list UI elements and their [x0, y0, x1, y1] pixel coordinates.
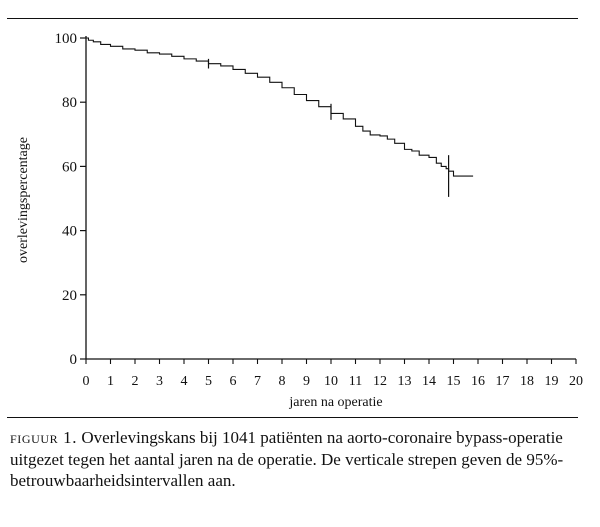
x-tick-label-12: 12: [373, 374, 387, 389]
x-tick-label-16: 16: [471, 374, 485, 389]
x-tick-label-11: 11: [348, 374, 363, 389]
x-tick-label-10: 10: [324, 374, 338, 389]
x-tick-label-20: 20: [569, 374, 583, 389]
x-tick-label-8: 8: [278, 374, 286, 389]
x-tick-label-15: 15: [446, 374, 461, 389]
y-tick-label-60: 60: [62, 159, 77, 176]
x-axis-label: jaren na operatie: [289, 395, 383, 410]
x-axis-ticks: [83, 359, 584, 389]
survival-curve: [86, 38, 473, 176]
x-tick-label-13: 13: [397, 374, 412, 389]
axes: [86, 36, 576, 359]
x-tick-label-14: 14: [422, 374, 436, 389]
caption-text: Overlevingskans bij 1041 patiënten na aorto-coronaire bypass-operatie uitgezet tegen het aantal jaren na de operatie. De verticale strepen geven de 95%-betrouwbaarheidsintervallen aan.: [10, 428, 564, 490]
y-tick-label-20: 20: [62, 287, 77, 304]
y-tick-label-40: 40: [62, 223, 77, 240]
confidence-interval-marks: [209, 59, 449, 197]
x-tick-label-1: 1: [107, 374, 114, 389]
x-tick-label-19: 19: [544, 374, 559, 389]
y-tick-label-80: 80: [62, 95, 77, 112]
x-tick-label-7: 7: [254, 374, 261, 389]
x-tick-label-0: 0: [82, 374, 90, 389]
x-tick-label-2: 2: [131, 374, 139, 389]
caption-label: figuur 1.: [10, 428, 78, 447]
x-tick-label-5: 5: [205, 374, 212, 389]
x-tick-label-18: 18: [520, 374, 534, 389]
y-tick-label-100: 100: [54, 31, 77, 47]
x-tick-label-6: 6: [229, 374, 237, 389]
figure-caption: [10, 427, 590, 492]
x-tick-label-3: 3: [156, 374, 163, 389]
y-axis-label: overlevingspercentage: [16, 137, 31, 263]
x-tick-label-9: 9: [303, 374, 310, 389]
y-tick-label-0: 0: [69, 352, 77, 368]
x-tick-label-17: 17: [495, 374, 510, 389]
bottom-rule: [7, 417, 578, 418]
x-tick-label-4: 4: [180, 374, 188, 389]
y-axis-ticks: [55, 31, 87, 368]
